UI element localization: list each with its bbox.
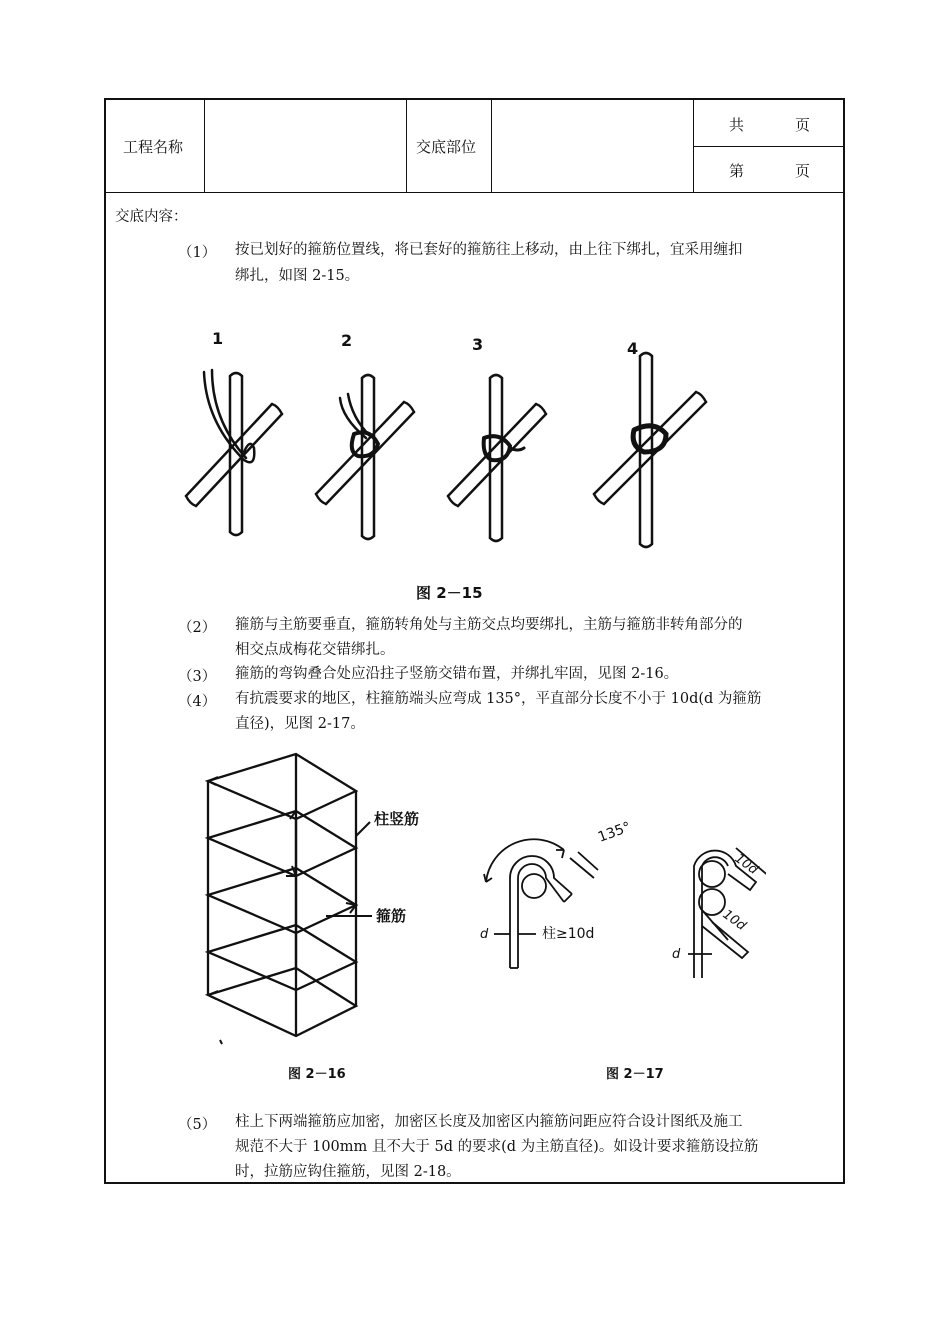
step-label: 2	[341, 331, 353, 350]
figure-2-15-caption: 图 2－15	[416, 584, 483, 602]
page-number-suffix: 页	[795, 162, 811, 180]
total-pages-suffix: 页	[795, 116, 811, 134]
item-text-line: 规范不大于 100mm 且不大于 5d 的要求(d 为主筋直径)。如设计要求箍筋设拉筋	[235, 1139, 759, 1155]
diameter-label: d	[480, 927, 489, 942]
item-number: （4）	[178, 694, 217, 710]
item-text-line: 有抗震要求的地区，柱箍筋端头应弯成 135°，平直部分长度不小于 10d(d 为箍筋	[235, 691, 762, 707]
ten-d-label: 10d	[731, 851, 761, 878]
knot-step-4	[594, 353, 706, 547]
stirrup	[208, 754, 356, 819]
vertical-bar-label: 柱竖筋	[374, 810, 420, 828]
item-text-line: 箍筋与主筋要垂直，箍筋转角处与主筋交点均要绑扎，主筋与箍筋非转角部分的	[235, 617, 743, 633]
divider	[406, 100, 407, 192]
stirrup	[208, 811, 356, 876]
angle-label: 135°	[595, 819, 634, 846]
figure-2-17	[466, 818, 766, 988]
step-label: 3	[472, 335, 484, 354]
step-label: 1	[212, 329, 224, 348]
item-number: （1）	[178, 245, 217, 261]
stirrup	[208, 868, 356, 933]
ten-d-label: 10d	[719, 907, 749, 934]
item-number: （5）	[178, 1117, 217, 1133]
item-text-line: 时，拉筋应钩住箍筋，见图 2-18。	[235, 1164, 461, 1180]
item-text-line: 相交点成梅花交错绑扎。	[235, 642, 395, 658]
figure-2-15	[176, 326, 716, 606]
content-label: 交底内容：	[115, 209, 188, 225]
divider	[693, 146, 845, 147]
total-pages-label: 共	[729, 116, 745, 134]
item-number: （2）	[178, 620, 217, 636]
project-name-label: 工程名称	[123, 138, 184, 156]
knot-step-2	[316, 375, 414, 539]
divider	[491, 100, 492, 192]
knot-step-1	[186, 370, 282, 535]
divider	[106, 192, 845, 193]
figure-2-16-caption: 图 2－16	[288, 1067, 346, 1082]
page-number-label: 第	[729, 162, 745, 180]
stirrup	[208, 925, 356, 990]
stirrup	[208, 968, 356, 1036]
knot-step-3	[448, 375, 546, 541]
item-text-line: 直径)，见图 2-17。	[235, 716, 365, 732]
item-number: （3）	[178, 669, 217, 685]
item-text-line: 柱上下两端箍筋应加密，加密区长度及加密区内箍筋问距应符合设计图纸及施工	[235, 1114, 743, 1130]
form-frame	[104, 98, 845, 1184]
divider	[204, 100, 205, 192]
item-text-line: 箍筋的弯钩叠合处应沿拄子竖筋交错布置，并绑扎牢固，见图 2-16。	[235, 666, 679, 682]
figure-2-17-caption: 图 2－17	[606, 1067, 664, 1082]
stirrup-label: 箍筋	[376, 907, 407, 925]
position-value[interactable]	[501, 136, 681, 156]
length-label: 柱≥10d	[542, 926, 595, 942]
position-label: 交底部位	[416, 138, 477, 156]
item-text-line: 绑扎，如图 2-15。	[235, 268, 360, 284]
project-name-value[interactable]	[216, 136, 396, 156]
diameter-label: d	[672, 947, 681, 962]
step-label: 4	[627, 339, 639, 358]
item-text-line: 按已划好的箍筋位置线，将已套好的箍筋往上移动，由上往下绑扎，宜采用缠扣	[235, 242, 743, 258]
